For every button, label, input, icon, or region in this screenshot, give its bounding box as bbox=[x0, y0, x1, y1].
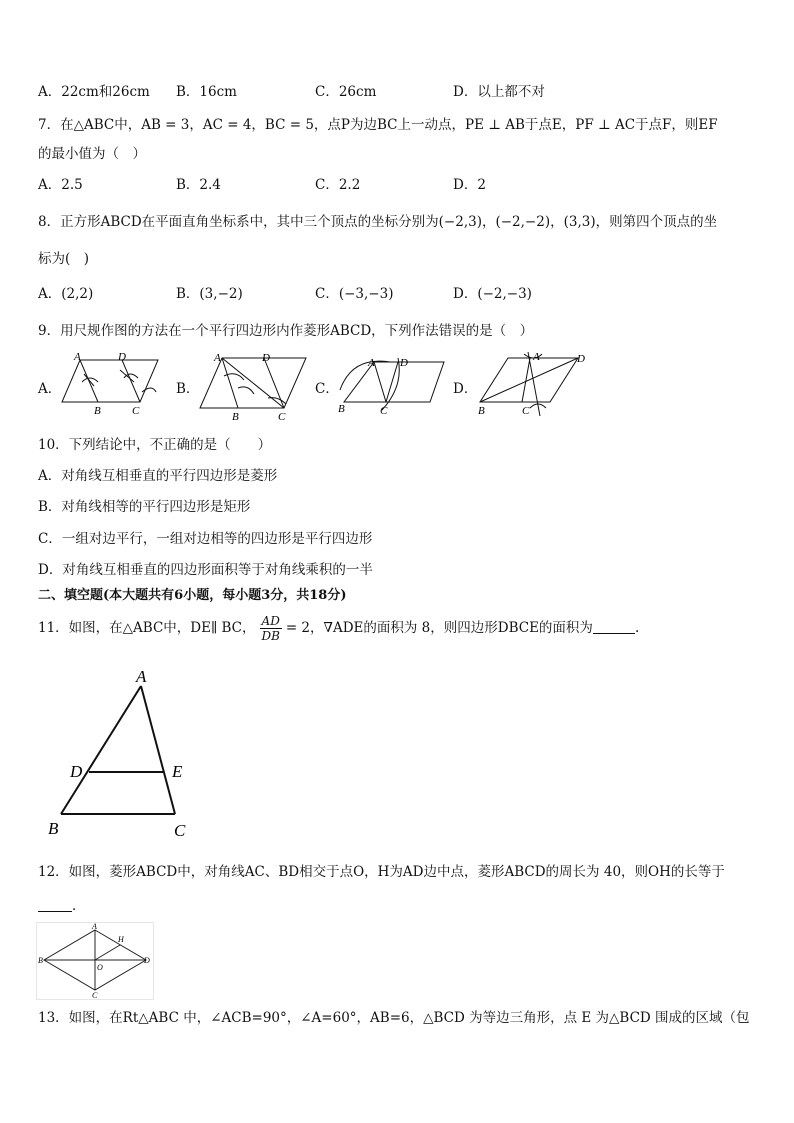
q11-suffix: = 2，∇ADE的面积为 8，则四边形DBCE的面积为 bbox=[285, 620, 593, 636]
q7-option-a: A．2.5 bbox=[38, 177, 83, 193]
label-C: C bbox=[278, 411, 286, 422]
q9-option-b: B． bbox=[176, 381, 200, 397]
label-E: E bbox=[172, 762, 183, 781]
q9-figure-c bbox=[334, 354, 446, 418]
q7-option-c: C．2.2 bbox=[315, 177, 361, 193]
q9-figure-d bbox=[476, 350, 588, 422]
label-D: D bbox=[144, 956, 150, 965]
label-C: C bbox=[522, 405, 530, 417]
label-D: D bbox=[70, 762, 83, 781]
q8-option-b: B．(3,−2) bbox=[176, 286, 243, 302]
q7-option-d: D．2 bbox=[453, 177, 486, 193]
section-heading: 二、填空题(本大题共有6小题，每小题3分，共18分) bbox=[38, 588, 347, 603]
q10-option-a: A．对角线互相垂直的平行四边形是菱形 bbox=[38, 468, 278, 484]
q12-answer-blank[interactable] bbox=[38, 897, 72, 912]
label-B: B bbox=[338, 403, 345, 415]
label-A: A bbox=[74, 352, 81, 363]
q9-option-c: C． bbox=[315, 381, 339, 397]
label-A: A bbox=[136, 667, 147, 686]
q10-stem: 10．下列结论中，不正确的是（ ） bbox=[38, 437, 272, 453]
label-B: B bbox=[232, 411, 239, 422]
q11-end: . bbox=[634, 620, 640, 636]
label-B: B bbox=[478, 405, 485, 417]
label-D: D bbox=[400, 357, 408, 369]
q13-stem: 13．如图，在Rt△ABC 中，∠ACB=90°，∠A=60°，AB=6，△BCD 为等边三角形，点 E 为△BCD 围成的区域（包 bbox=[38, 1010, 750, 1026]
q9-figure-b bbox=[198, 350, 310, 422]
label-B: B bbox=[38, 956, 43, 965]
q8-option-d: D．(−2,−3) bbox=[453, 286, 532, 302]
q6-option-b: B．16cm bbox=[176, 84, 237, 100]
q10-option-d: D．对角线互相垂直的四边形面积等于对角线乘积的一半 bbox=[38, 562, 373, 578]
q6-option-d: D．以上都不对 bbox=[453, 84, 545, 100]
label-C: C bbox=[132, 405, 140, 417]
q11-prefix: 11．如图，在△ABC中，DE∥ BC， bbox=[38, 620, 256, 636]
label-B: B bbox=[48, 819, 59, 838]
label-H: H bbox=[118, 935, 124, 944]
q12-stem: 12．如图，菱形ABCD中，对角线AC、BD相交于点O，H为AD边中点，菱形ABCD的周长为 40，则OH的长等于 bbox=[38, 864, 725, 880]
q11-stem bbox=[38, 613, 639, 643]
q11-answer-blank[interactable] bbox=[593, 619, 635, 634]
label-A: A bbox=[92, 922, 97, 931]
q7-option-b: B．2.4 bbox=[176, 177, 221, 193]
q7-stem-line1: 7．在△ABC中，AB = 3，AC = 4，BC = 5，点P为边BC上一动点，PE ⊥ AB于点E，PF ⊥ AC于点F，则EF bbox=[38, 117, 718, 133]
q11-frac-num: AD bbox=[261, 614, 280, 628]
label-A: A bbox=[368, 357, 375, 369]
q11-frac-den: DB bbox=[261, 629, 280, 643]
label-B: B bbox=[94, 405, 101, 417]
label-D: D bbox=[577, 353, 585, 365]
label-D: D bbox=[262, 352, 270, 364]
q9-stem: 9．用尺规作图的方法在一个平行四边形内作菱形ABCD，下列作法错误的是（ ） bbox=[38, 323, 534, 339]
label-D: D bbox=[118, 352, 126, 363]
q6-option-c: C．26cm bbox=[315, 84, 377, 100]
label-A: A bbox=[214, 352, 221, 364]
q10-option-b: B．对角线相等的平行四边形是矩形 bbox=[38, 499, 251, 515]
label-C: C bbox=[174, 821, 186, 840]
label-C: C bbox=[92, 991, 98, 1000]
q8-option-c: C．(−3,−3) bbox=[315, 286, 394, 302]
label-C: C bbox=[380, 405, 388, 417]
q8-stem-line1: 8．正方形ABCD在平面直角坐标系中，其中三个顶点的坐标分别为(−2,3)，(−2,−2)，(3,3)，则第四个顶点的坐 bbox=[38, 214, 718, 230]
q11-triangle-figure bbox=[40, 664, 200, 844]
q7-stem-line2: 的最小值为（ ） bbox=[38, 146, 146, 162]
q9-option-d: D． bbox=[453, 381, 478, 397]
label-O: O bbox=[97, 963, 103, 972]
q9-option-a: A． bbox=[38, 381, 62, 397]
q11-fraction bbox=[260, 614, 282, 643]
q12-rhombus-figure bbox=[36, 922, 154, 1000]
q8-stem-line2: 标为( ) bbox=[38, 251, 90, 267]
q8-option-a: A．(2,2) bbox=[38, 286, 94, 302]
q9-figure-a bbox=[60, 352, 162, 418]
q12-end: ． bbox=[72, 898, 86, 914]
q10-option-c: C．一组对边平行，一组对边相等的四边形是平行四边形 bbox=[38, 531, 373, 547]
q6-option-a: A．22cm和26cm bbox=[38, 84, 150, 100]
q12-answer-line bbox=[38, 896, 86, 916]
label-A: A bbox=[533, 351, 540, 363]
